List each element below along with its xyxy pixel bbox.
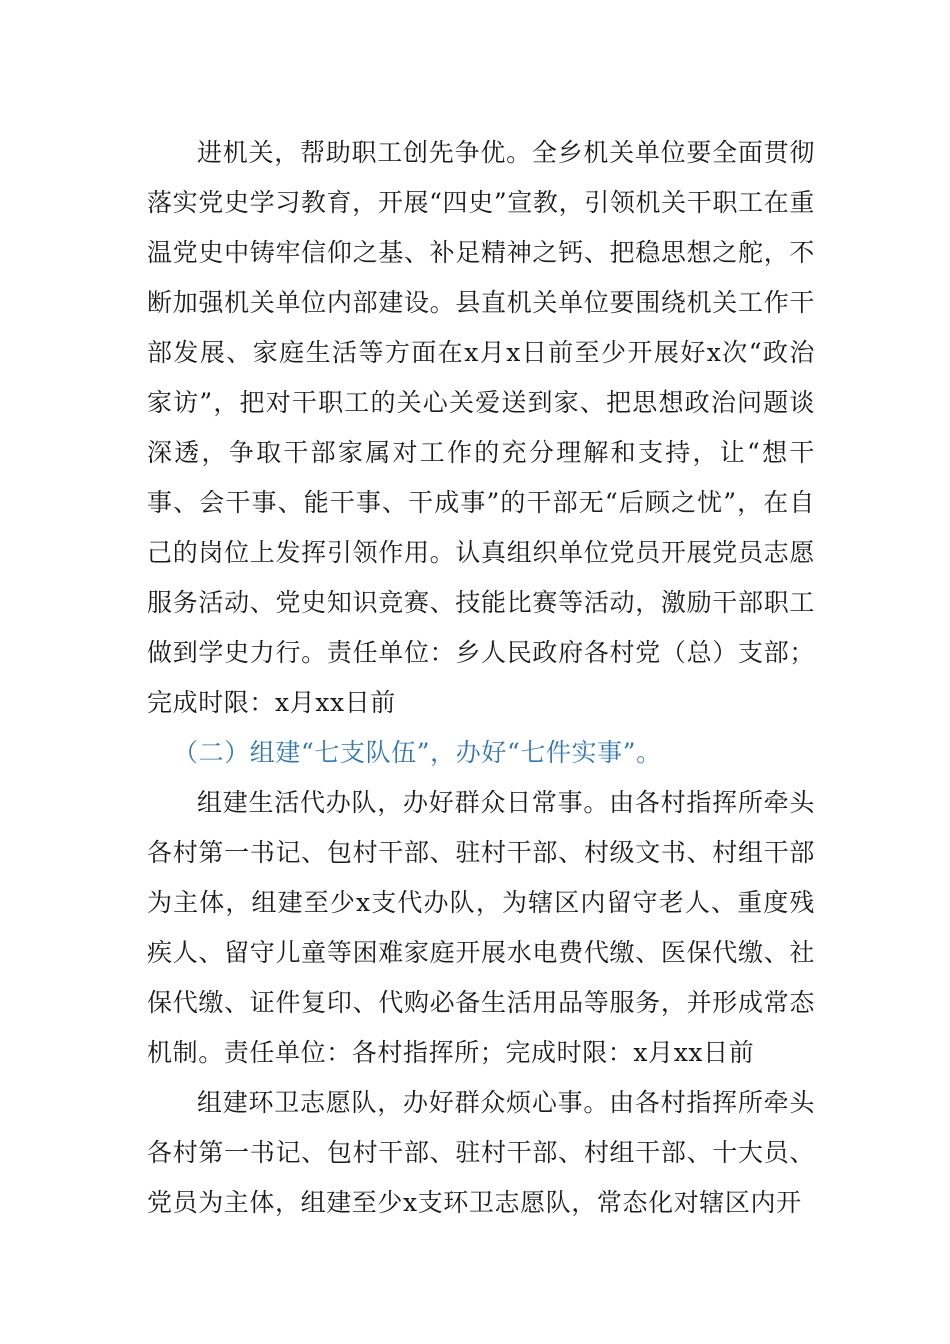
paragraph-party-history-education: 进机关，帮助职工创先争优。全乡机关单位要全面贯彻落实党史学习教育，开展“四史”宣教，引领机关干职工在重温党史中铸牢信仰之基、补足精神之钙、把稳思想之舵，不断加强机关单位内部建设。县直机关单位要围绕机关工作干部发展、家庭生活等方面在x月x日前至少开展好x次“政治家访”，把对干职工的关心关爱送到家、把思想政治问题谈深透，争取干部家属对工作的充分理解和支持，让“想干事、会干事、能干事、干成事”的干部无“后顾之忧”，在自己的岗位上发挥引领作用。认真组织单位党员开展党员志愿服务活动、党史知识竞赛、技能比赛等活动，激励干部职工做到学史力行。责任单位：乡人民政府各村党（总）支部；完成时限：x月xx日前 <box>147 138 815 717</box>
paragraph-sanitation-volunteer-team: 组建环卫志愿队，办好群众烦心事。由各村指挥所牵头各村第一书记、包村干部、驻村干部、村组干部、十大员、党员为主体，组建至少x支环卫志愿队，常态化对辖区内开 <box>147 1088 815 1217</box>
document-body <box>147 128 815 1228</box>
paragraph-life-service-team: 组建生活代办队，办好群众日常事。由各村指挥所牵头各村第一书记、包村干部、驻村干部、村级文书、村组干部为主体，组建至少x支代办队，为辖区内留守老人、重度残疾人、留守儿童等困难家庭开展水电费代缴、医保代缴、社保代缴、证件复印、代购必备生活用品等服务，并形成常态机制。责任单位：各村指挥所；完成时限：x月xx日前 <box>147 788 815 1067</box>
section-heading-seven-teams: （二）组建“七支队伍”，办好“七件实事”。 <box>173 738 662 767</box>
